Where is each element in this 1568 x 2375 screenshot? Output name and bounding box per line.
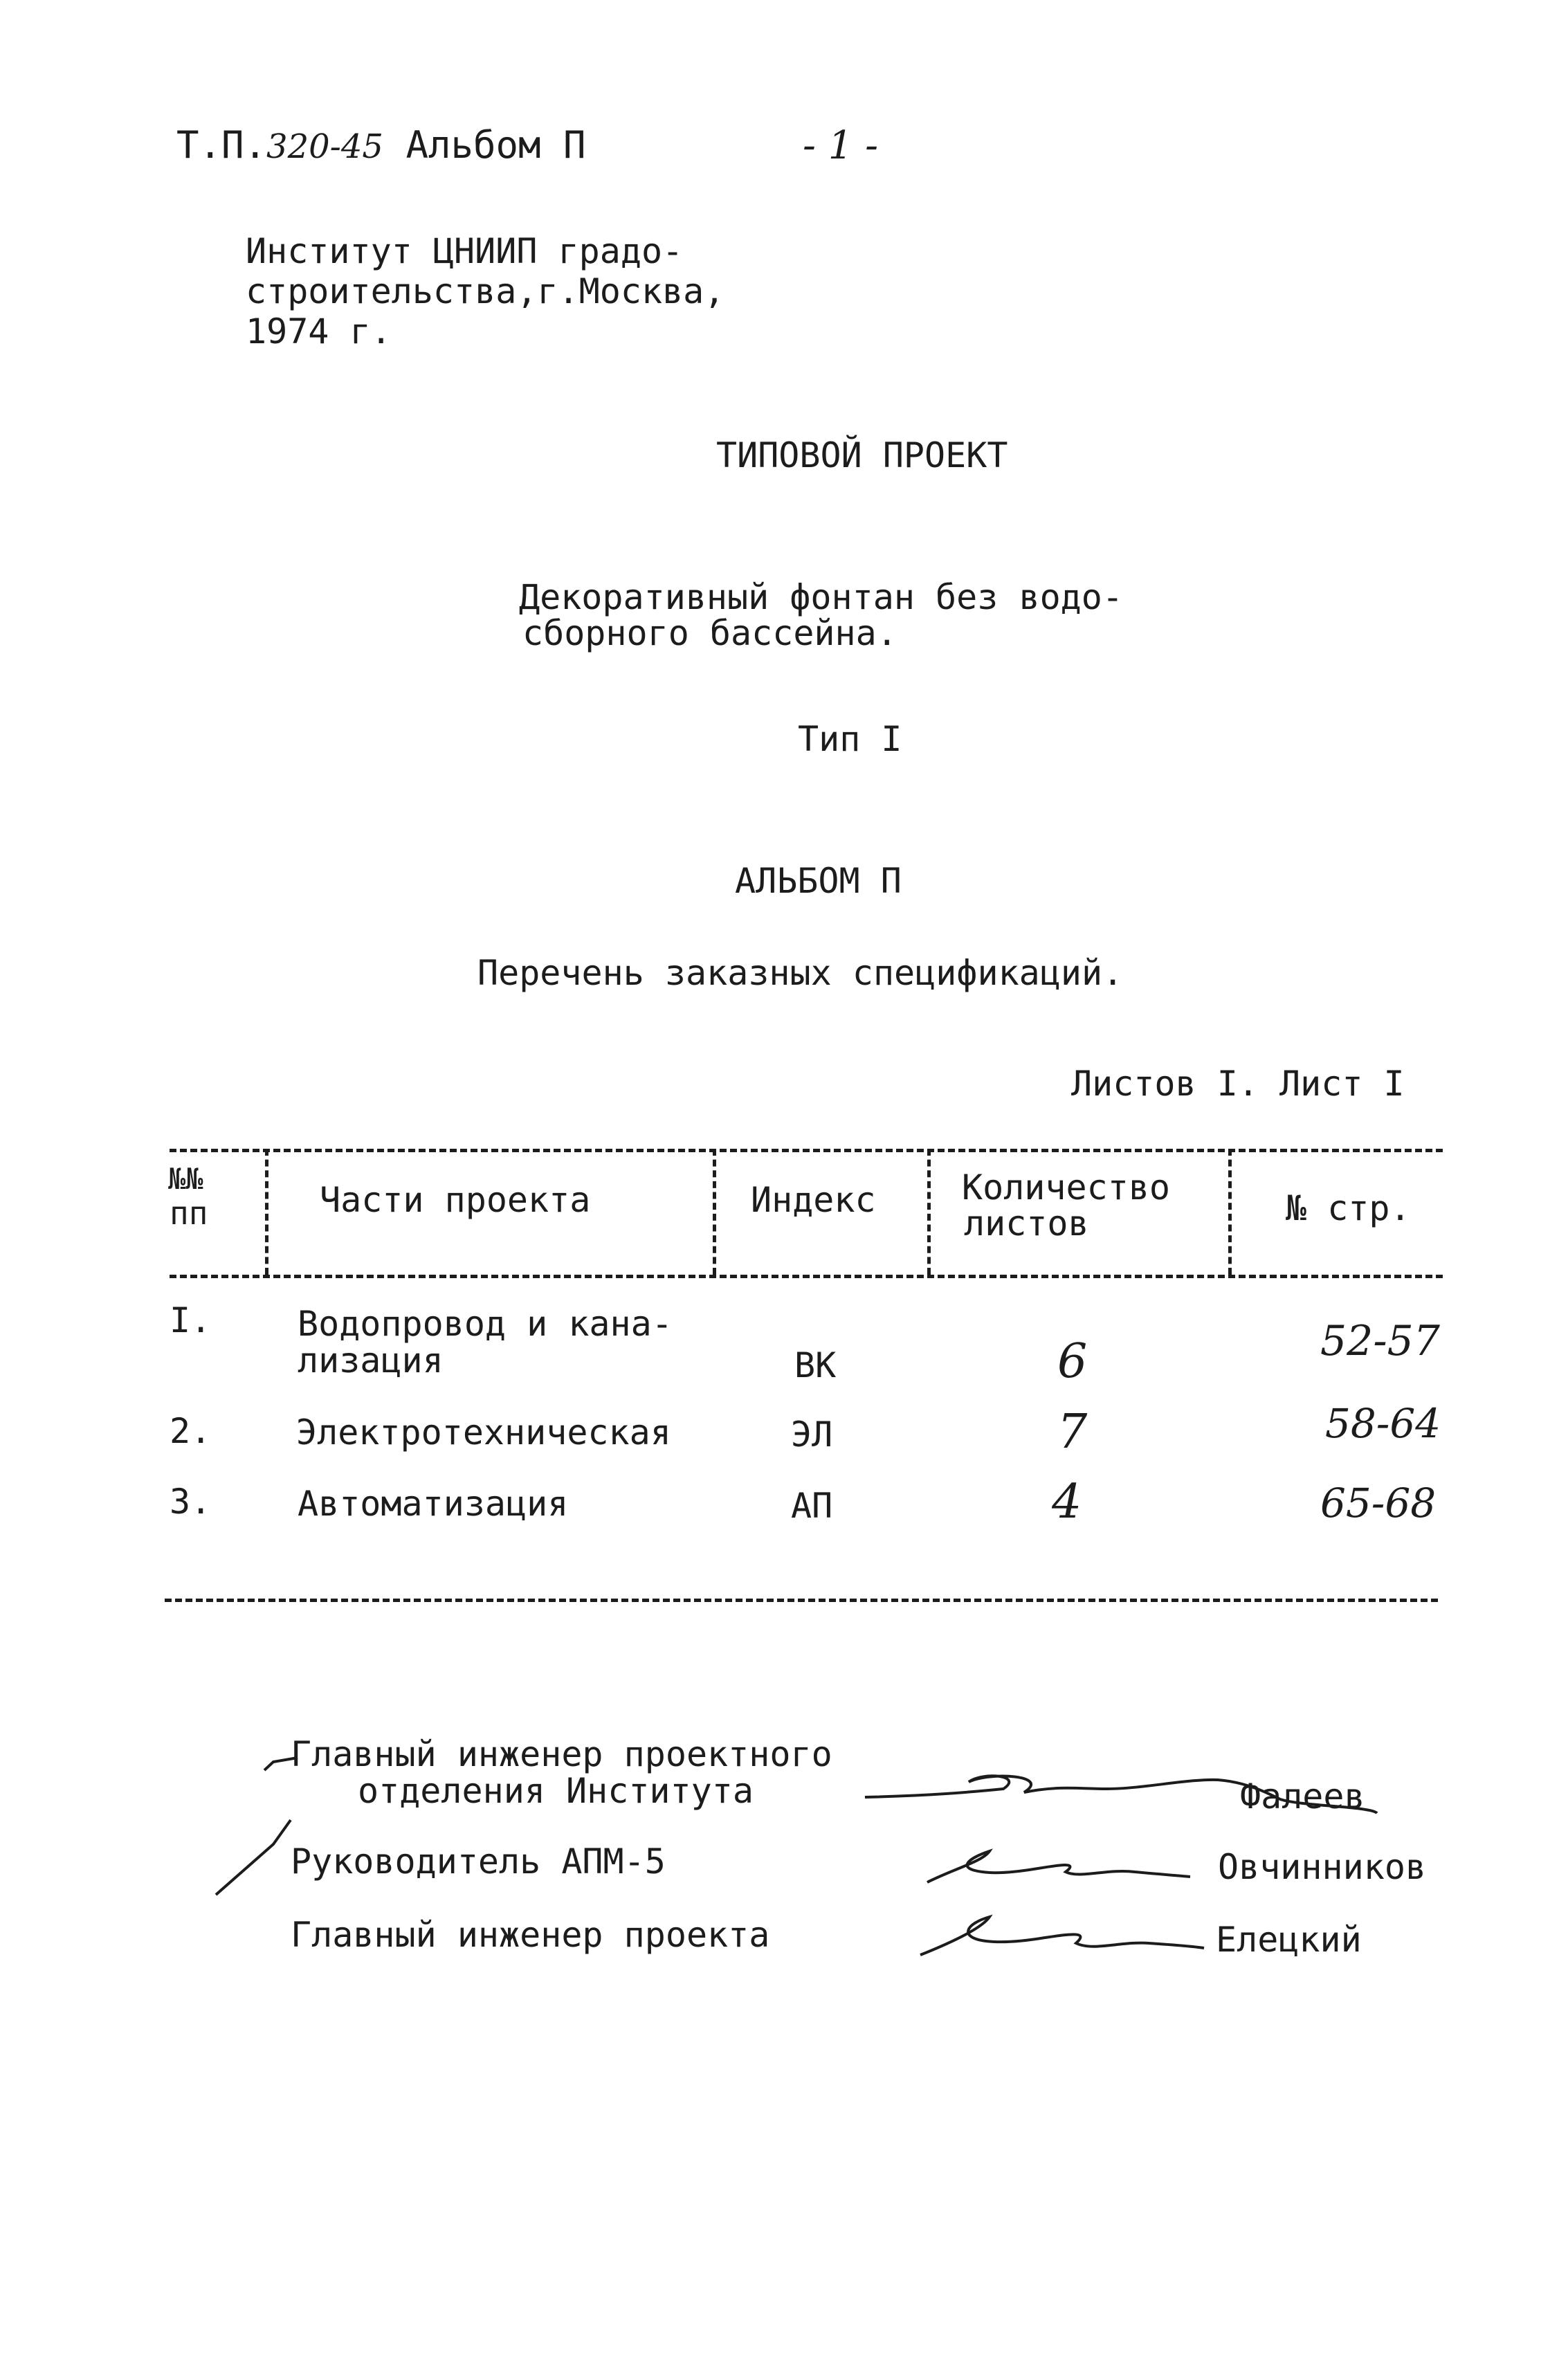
row-part-name: Водопровод и кана-	[298, 1304, 673, 1344]
sheets-info: Листов I. Лист I	[1071, 1064, 1405, 1104]
institute-year: 1974 г.	[246, 311, 392, 352]
header-index: Индекс	[751, 1180, 876, 1220]
subject-line-1: Декоративный фонтан без водо-	[519, 577, 1123, 617]
row-number: 2.	[170, 1411, 212, 1451]
album-label: АЛЬБОМ П	[735, 861, 902, 901]
header-num-line-1: №№	[168, 1162, 203, 1196]
list-title: Перечень заказных спецификаций.	[477, 953, 1124, 993]
row-sheet-count: 4	[1052, 1475, 1082, 1529]
row-sheet-count: 7	[1057, 1405, 1088, 1459]
signature-role-1-line-1: Главный инженер проектного	[291, 1734, 832, 1774]
page-number: - 1 -	[803, 123, 879, 168]
row-part-name: Электротехническая	[296, 1412, 671, 1453]
row-part-name: Автоматизация	[298, 1484, 569, 1524]
header-count-line-2: листов	[964, 1203, 1089, 1244]
reference-prefix: Т.П.	[176, 123, 267, 167]
row-part-name-cont: лизация	[298, 1340, 444, 1381]
signer-name-2: Овчинников	[1218, 1847, 1427, 1887]
row-number: 3.	[170, 1482, 212, 1522]
header-num-line-2: пп	[170, 1194, 208, 1232]
institute-line-2: строительства,г.Москва,	[246, 271, 725, 311]
signer-name-3: Елецкий	[1216, 1920, 1362, 1960]
subject-line-2: сборного бассейна.	[522, 613, 897, 653]
signature-role-2: Руководитель АПМ-5	[291, 1841, 666, 1882]
row-pages: 65-68	[1320, 1480, 1437, 1527]
signature-role-3: Главный инженер проекта	[291, 1915, 770, 1955]
signer-name-1: Фалеев	[1240, 1776, 1365, 1817]
row-index: ВК	[794, 1345, 837, 1385]
row-number: I.	[170, 1300, 212, 1340]
type-label: Тип I	[798, 719, 902, 759]
reference-number: 320-45	[266, 127, 383, 166]
row-index: ЭЛ	[791, 1414, 833, 1455]
header-parts: Части проекта	[320, 1180, 591, 1220]
signature-role-1-line-2: отделения Института	[358, 1771, 754, 1811]
reference-album: Альбом П	[405, 123, 586, 167]
project-title: ТИПОВОЙ ПРОЕКТ	[716, 435, 1008, 475]
institute-line-1: Институт ЦНИИП градо-	[246, 231, 684, 271]
row-sheet-count: 6	[1057, 1334, 1088, 1389]
row-pages: 52-57	[1320, 1317, 1440, 1365]
header-count-line-1: Количество	[962, 1167, 1171, 1208]
header-pages: № стр.	[1286, 1188, 1411, 1228]
row-index: АП	[791, 1486, 833, 1526]
row-pages: 58-64	[1325, 1400, 1441, 1447]
